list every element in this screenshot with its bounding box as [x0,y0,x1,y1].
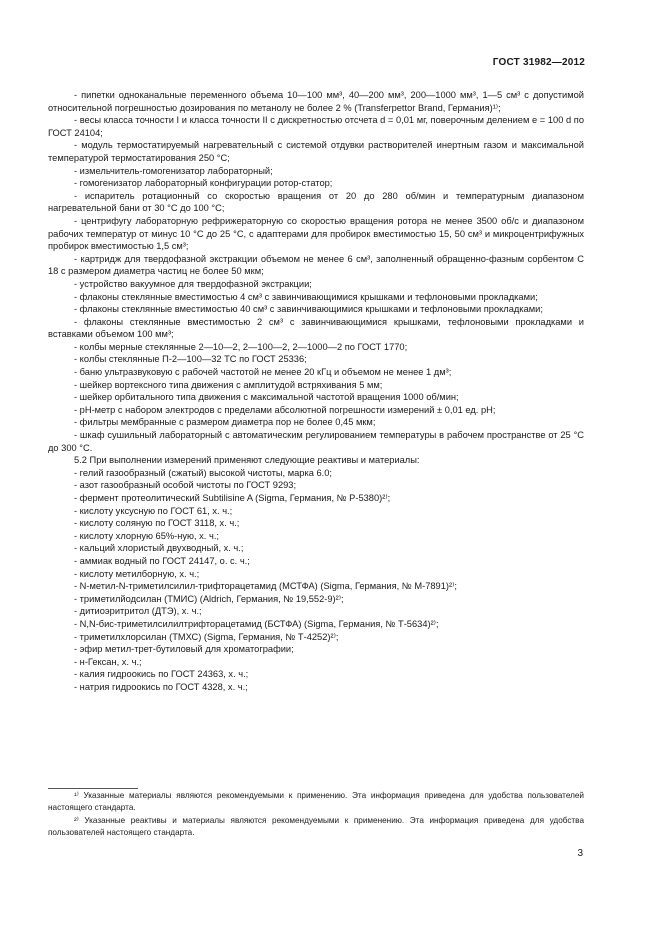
list-item: - картридж для твердофазной экстракции объемом не менее 6 см³, заполненный обращенно-фазным сорбентом С 18 с размером диаметра частиц не более 50 мкм; [48,253,584,277]
list-item: - флаконы стеклянные вместимостью 2 см³ с завинчивающимися крышками, тефлоновыми прокладками и вставками объемом 100 мм³; [48,316,584,340]
list-item: - калия гидроокись по ГОСТ 24363, х. ч.; [74,669,249,680]
list-item: - колбы стеклянные П-2—100—32 ТС по ГОСТ 25336; [74,354,307,365]
list-item: - фильтры мембранные с размером диаметра пор не более 0,45 мкм; [74,417,376,428]
list-item: - кислоту соляную по ГОСТ 3118, х. ч.; [74,518,240,529]
list-item: - эфир метил-трет-бутиловый для хроматографии; [74,644,294,655]
list-item: - гелий газообразный (сжатый) высокой чистоты, марка 6.0; [74,467,332,478]
list-item: - центрифугу лабораторную рефрижераторную со скоростью вращения ротора не менее 3500 об/с и диапазоном рабочих температур от минус 10 °С до 25 °С, с адаптерами для пробирок вместимостью 15, 50 см³ и микроцентрифужных пробирок вместимостью 1,5 см³; [48,215,584,252]
document-body [48,89,584,694]
footnotes [48,790,584,840]
footnote: ¹⁾ Указанные материалы являются рекомендуемыми к применению. Эта информация приведена для удобства пользователей настоящего стандарта. [48,791,584,812]
footnote: ²⁾ Указанные реактивы и материалы являются рекомендуемыми к применению. Эта информация приведена для удобства пользователей настоящего стандарта. [48,816,584,837]
list-item: - гомогенизатор лабораторный конфигурации ротор-статор; [74,178,333,189]
list-item: - н-Гексан, х. ч.; [74,656,142,667]
section-paragraph: 5.2 При выполнении измерений применяют следующие реактивы и материалы: [74,455,420,466]
list-item: - триметилхлорсилан (ТМХС) (Sigma, Германия, № Т-4252)²⁾; [74,631,339,642]
document-header: ГОСТ 31982—2012 [492,57,585,68]
list-item: - модуль термостатируемый нагревательный с системой отдувки растворителей инертным газом и максимальной температурой термостатирования 250 °С; [48,140,584,163]
list-item: - шкаф сушильный лабораторный с автоматическим регулированием температуры в рабочем пространстве от 25 °С до 300 °С. [48,430,584,453]
list-item: - триметилйодсилан (ТМИС) (Aldrich, Германия, № 19,552-9)²⁾; [74,593,344,604]
list-item: - N,N-бис-триметилсилилтрифторацетамид (БСТФА) (Sigma, Германия, № Т-5634)²⁾; [74,618,439,629]
page-number: 3 [577,848,583,859]
list-item: - флаконы стеклянные вместимостью 40 см³ с завинчивающимися крышками и тефлоновыми прокладками; [74,304,543,315]
list-item: - дитиоэритритол (ДТЭ), х. ч.; [74,606,202,617]
list-item: - кислоту метилборную, х. ч.; [74,568,200,579]
list-item: - азот газообразный особой чистоты по ГОСТ 9293; [74,480,297,491]
list-item: - испаритель ротационный со скоростью вращения от 20 до 280 об/мин и температурным диапазоном нагревательной бани от 30 °С до 100 °С; [48,190,584,214]
list-item: - кальций хлористый двухводный, х. ч.; [74,543,244,554]
list-item: - натрия гидроокись по ГОСТ 4328, х. ч.; [74,681,248,692]
list-item: - устройство вакуумное для твердофазной экстракции; [74,278,312,289]
list-item: - N-метил-N-триметилсилил-трифторацетамид (МСТФА) (Sigma, Германия, № М-7891)²⁾; [74,581,457,592]
list-item: - баню ультразвуковую с рабочей частотой не менее 20 кГц и объемом не менее 1 дм³; [74,367,452,378]
list-item: - пипетки одноканальные переменного объема 10—100 мм³, 40—200 мм³, 200—1000 мм³, 1—5 см³ с допустимой относительной погрешностью дозирования по метанолу не более 2 % (Transferpettor Brand, Германия)¹⁾; [48,90,584,113]
list-item: - шейкер вортексного типа движения с амплитудой встряхивания 5 мм; [74,379,383,390]
list-item: - аммиак водный по ГОСТ 24147, о. с. ч.; [74,555,250,566]
list-item: - измельчитель-гомогенизатор лабораторный; [74,165,273,176]
list-item: - флаконы стеклянные вместимостью 4 см³ с завинчивающимися крышками и тефлоновыми прокладками; [74,291,538,302]
list-item: - весы класса точности I и класса точности II с дискретностью отсчета d = 0,01 мг, поверочным делением e = 100 d по ГОСТ 24104; [48,115,584,138]
list-item: - pH-метр с набором электродов с пределами абсолютной погрешности измерений ± 0,01 ед. pH; [74,404,496,415]
list-item: - колбы мерные стеклянные 2—10—2, 2—100—2, 2—1000—2 по ГОСТ 1770; [74,341,408,352]
footnote-divider [48,788,138,789]
list-item: - кислоту уксусную по ГОСТ 61, х. ч.; [74,505,233,516]
list-item: - кислоту хлорную 65%-ную, х. ч.; [74,530,219,541]
list-item: - шейкер орбитального типа движения с максимальной частотой вращения 1000 об/мин; [74,392,459,403]
list-item: - фермент протеолитический Subtilisine A (Sigma, Германия, № Р-5380)²⁾; [74,493,391,503]
